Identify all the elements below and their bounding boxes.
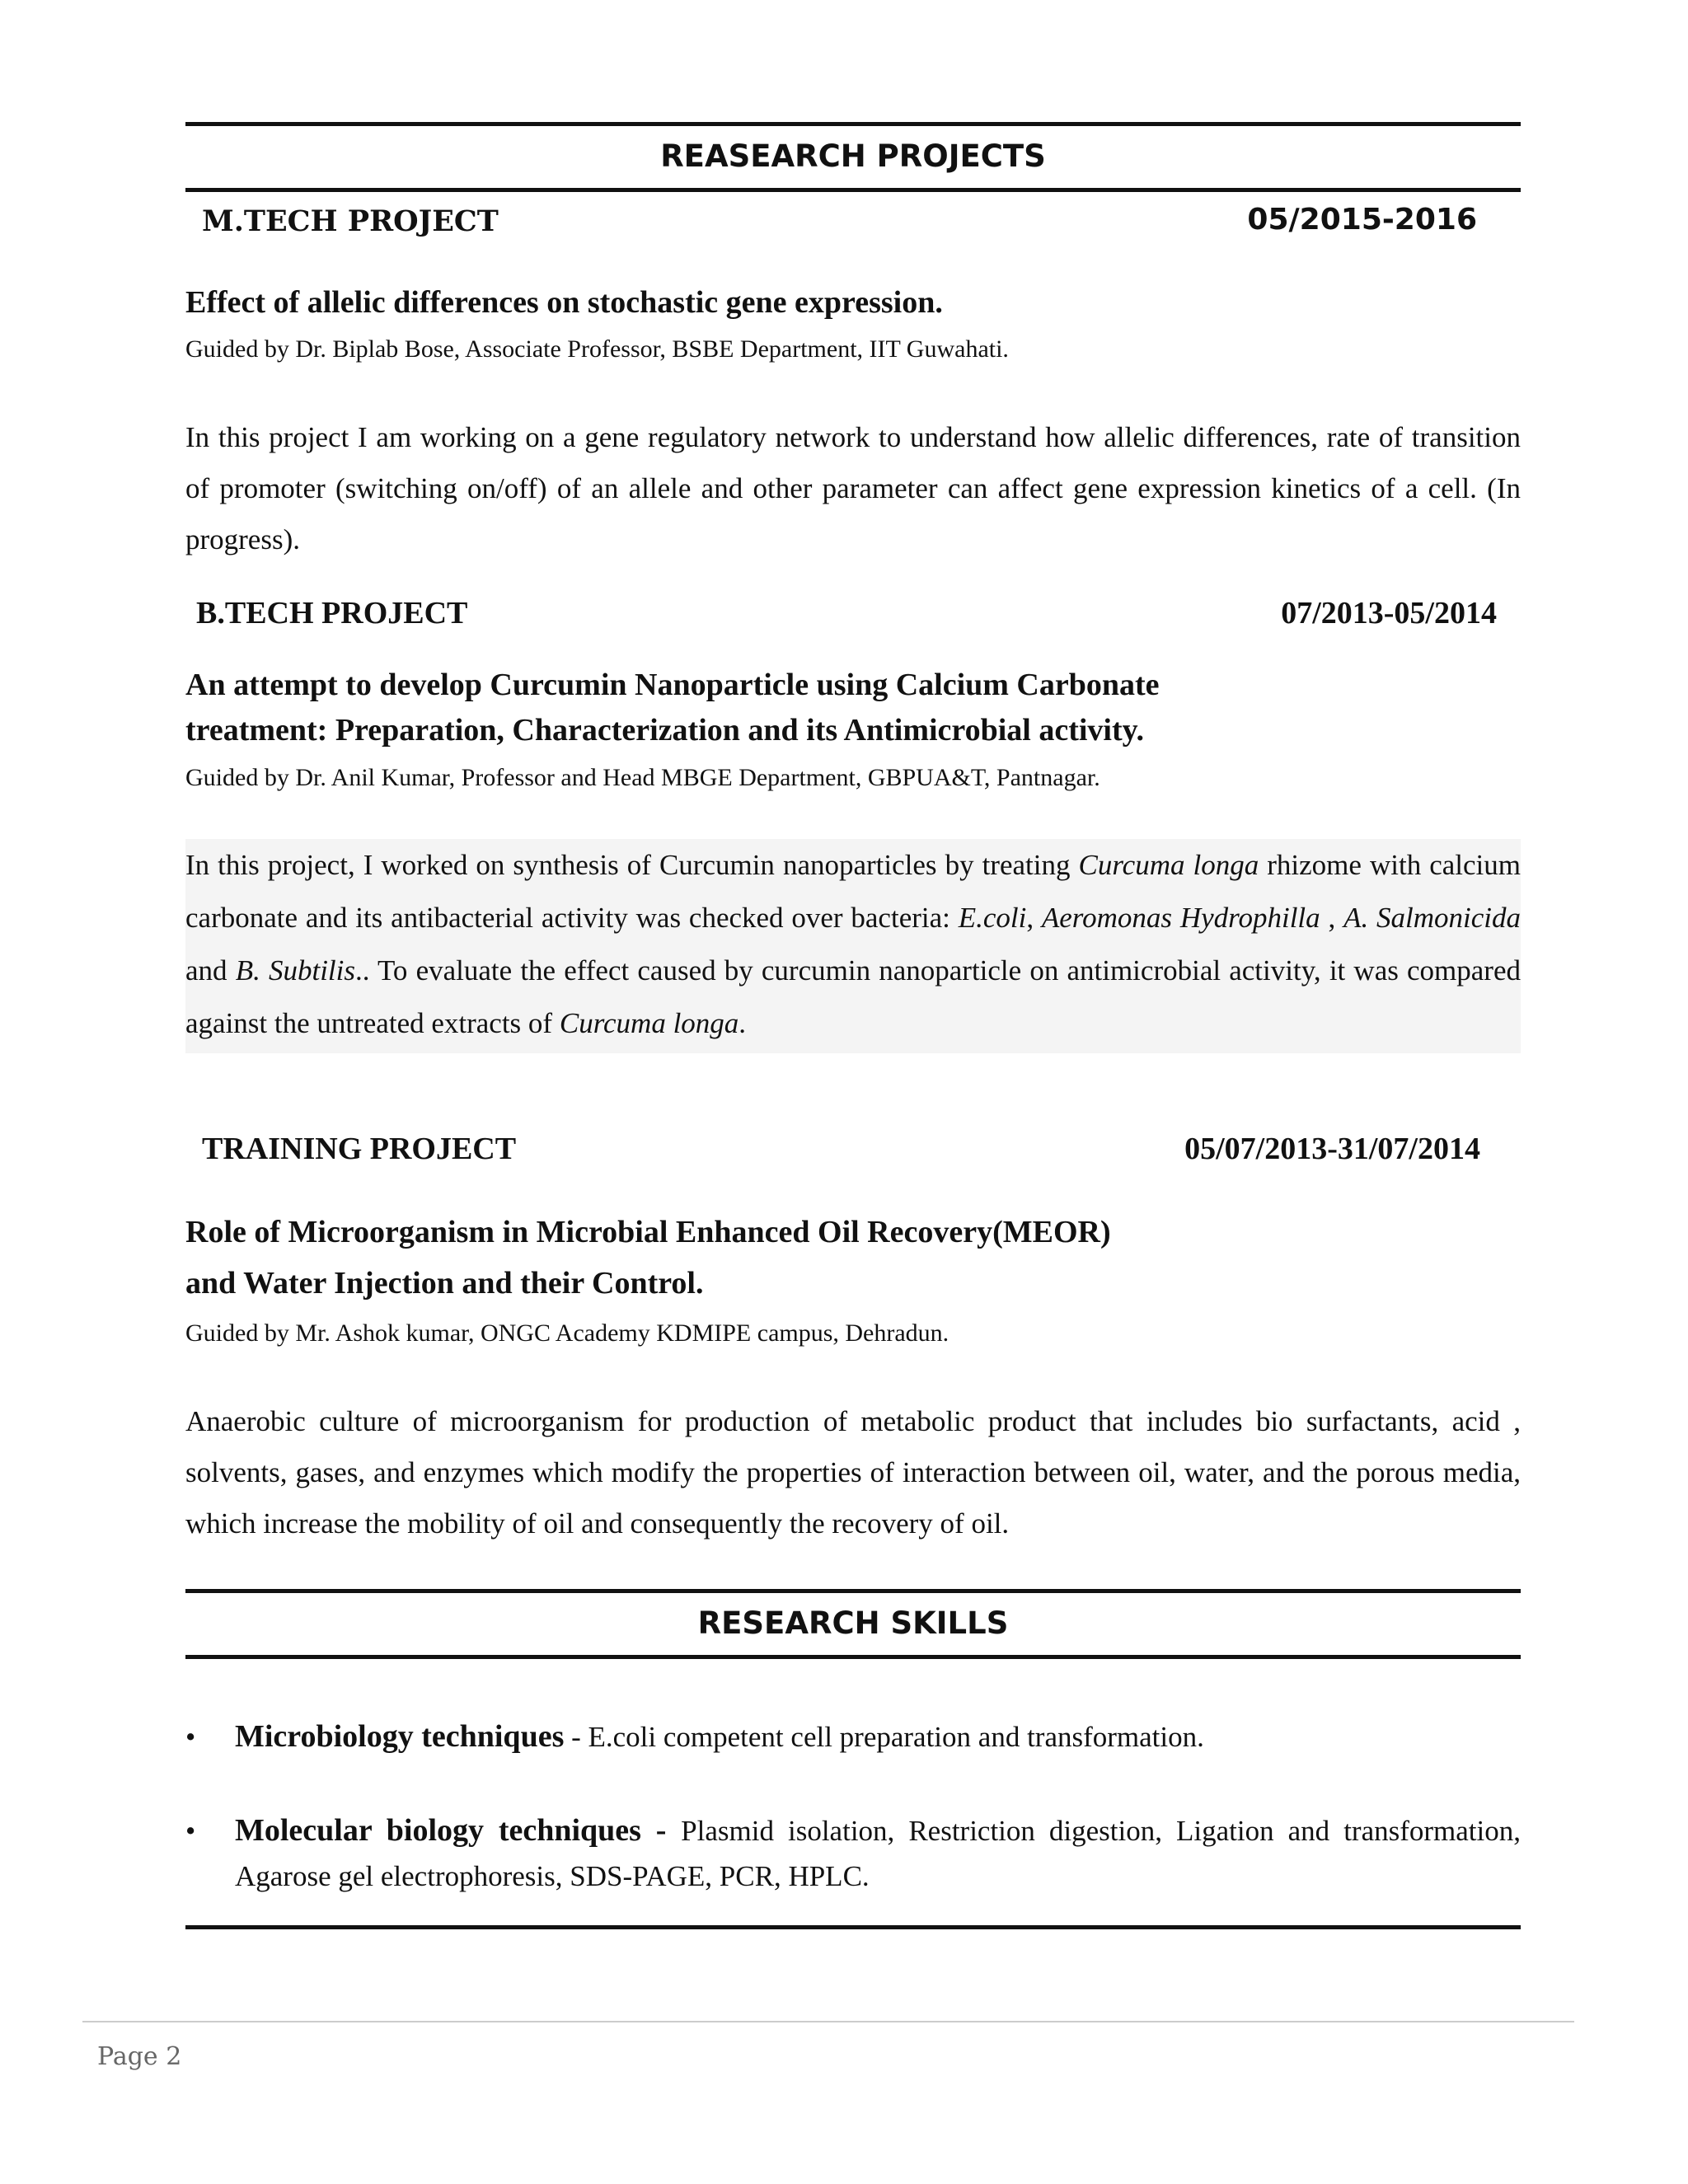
skill-detail: Plasmid isolation, Restriction digestion, Ligation and transformation, Agarose gel electrophoresis, SDS-PAGE, PCR, HPLC.: [235, 1815, 1521, 1892]
btech-desc-13: .: [738, 1007, 747, 1039]
research-projects-title: REASEARCH PROJECTS: [660, 138, 1046, 174]
btech-heading: B.TECH PROJECT: [196, 596, 468, 630]
btech-description: [185, 839, 1521, 1053]
page-number: Page 2: [97, 2042, 182, 2071]
btech-desc-9: and: [185, 954, 236, 987]
training-title-line1: Role of Microorganism in Microbial Enhanced Oil Recovery(MEOR): [185, 1215, 1111, 1249]
skill-text: [235, 1808, 1521, 1899]
mtech-dates: 05/2015-2016: [1247, 203, 1477, 237]
btech-desc-6: Aeromonas Hydrophilla: [1041, 902, 1320, 934]
mtech-heading: M.TECH PROJECT: [202, 204, 499, 238]
btech-desc-4: E.coli: [958, 902, 1027, 934]
btech-guide: Guided by Dr. Anil Kumar, Professor and Head MBGE Department, GBPUA&T, Pantnagar.: [185, 764, 1100, 791]
btech-desc-11: .. To evaluate the effect caused by curcumin nanoparticle on antimicrobial activity, it was compared against the untreated extracts of: [185, 954, 1521, 1039]
skills-title-rule: [185, 1655, 1521, 1659]
btech-desc-5: ,: [1026, 902, 1042, 934]
btech-title-line1: An attempt to develop Curcumin Nanoparticle using Calcium Carbonate: [185, 668, 1160, 702]
btech-desc-8: A. Salmonicida: [1343, 902, 1521, 934]
skill-detail: - E.coli competent cell preparation and transformation.: [564, 1721, 1204, 1753]
skill-separator: -: [640, 1813, 682, 1848]
bullet-icon: •: [185, 1721, 196, 1753]
skill-label: Microbiology techniques: [235, 1719, 565, 1754]
training-dates: 05/07/2013-31/07/2014: [1184, 1132, 1480, 1166]
training-heading: TRAINING PROJECT: [202, 1132, 517, 1166]
skills-bottom-rule: [185, 1925, 1521, 1929]
bullet-icon: •: [185, 1815, 196, 1847]
training-title-line2: and Water Injection and their Control.: [185, 1266, 704, 1301]
btech-title-line2: treatment: Preparation, Characterization and its Antimicrobial activity.: [185, 713, 1145, 748]
mtech-title: Effect of allelic differences on stochastic gene expression.: [185, 285, 943, 320]
btech-desc-2: Curcuma longa: [1078, 849, 1259, 881]
mtech-description: In this project I am working on a gene regulatory network to understand how allelic differences, rate of transition of promoter (switching on/off) of an allele and other parameter can affect gene expression kinetics of a cell. (In progress).: [185, 421, 1521, 555]
training-guide: Guided by Mr. Ashok kumar, ONGC Academy KDMIPE campus, Dehradun.: [185, 1319, 950, 1347]
research-skills-title: RESEARCH SKILLS: [697, 1605, 1009, 1641]
btech-desc-12: Curcuma longa: [559, 1007, 739, 1039]
btech-desc-7: ,: [1320, 902, 1344, 934]
projects-title-rule: [185, 188, 1521, 192]
skill-label: Molecular biology techniques: [235, 1813, 641, 1848]
btech-dates: 07/2013-05/2014: [1281, 596, 1497, 630]
footer-rule: [82, 2021, 1574, 2022]
skills-top-rule: [185, 1589, 1521, 1593]
btech-desc-1: In this project, I worked on synthesis of Curcumin nanoparticles by treating: [185, 849, 1079, 881]
training-description: Anaerobic culture of microorganism for production of metabolic product that includes bio surfactants, acid , solvents, gases, and enzymes which modify the properties of interaction between oil, water, and the porous media, which increase the mobility of oil and consequently the recovery of oil.: [185, 1405, 1521, 1540]
top-rule: [185, 122, 1521, 126]
mtech-guide: Guided by Dr. Biplab Bose, Associate Professor, BSBE Department, IIT Guwahati.: [185, 335, 1009, 363]
skill-text: [235, 1714, 1521, 1760]
btech-desc-3: rhizome with calcium carbonate and its antibacterial activity was checked over bacteria:: [185, 849, 1521, 934]
btech-desc-10: B. Subtilis: [235, 954, 355, 987]
